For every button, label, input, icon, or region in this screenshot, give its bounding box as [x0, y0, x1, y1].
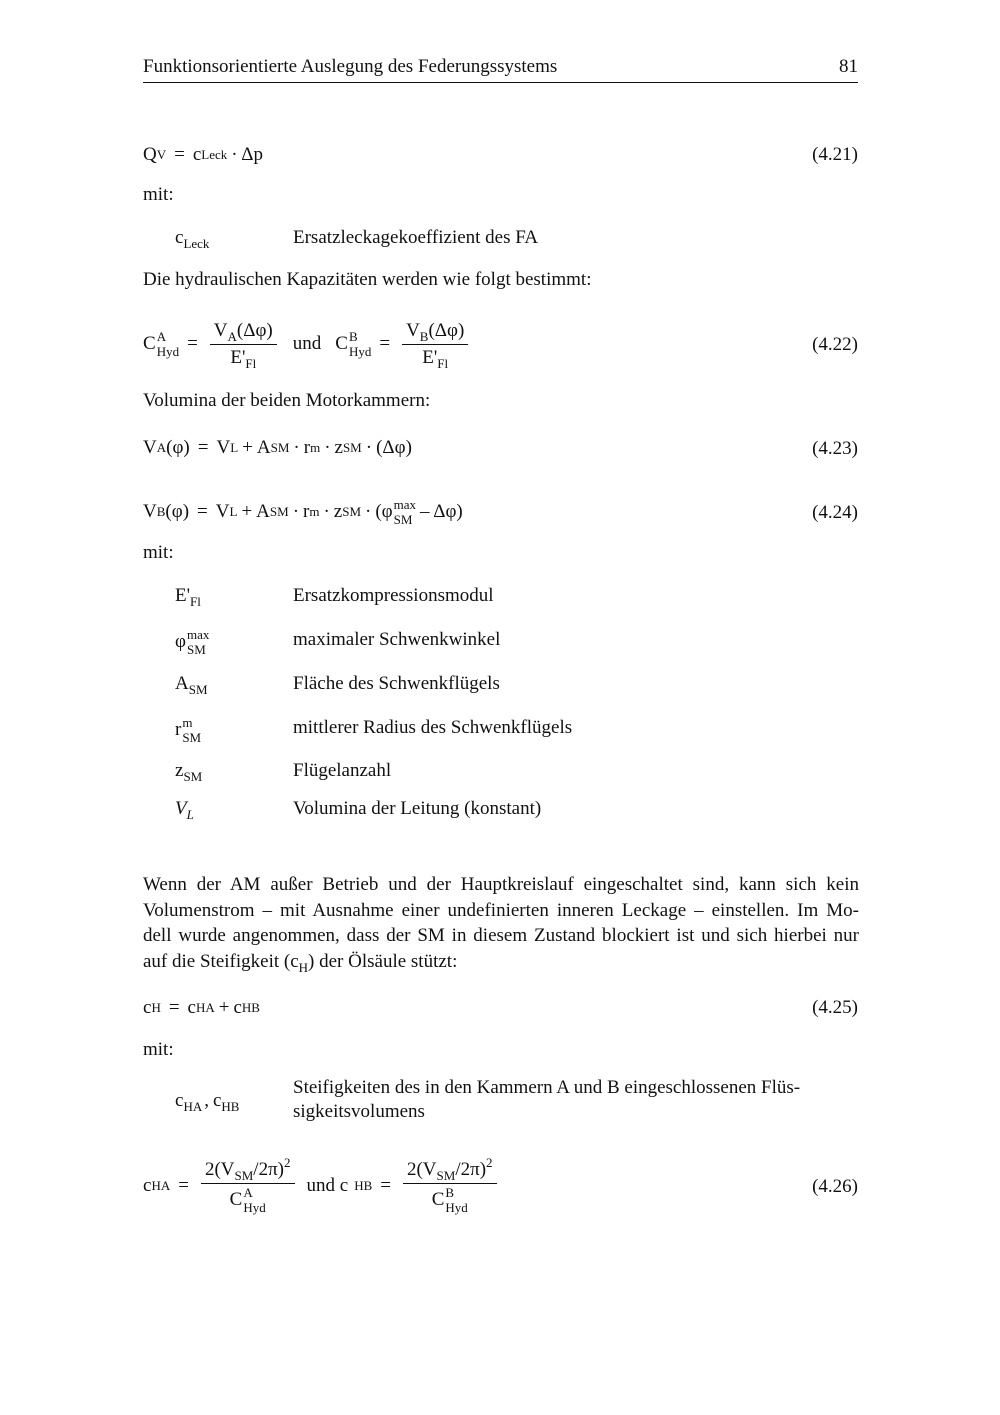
- eq-script-stack: [157, 330, 179, 358]
- def-script-stack: [187, 628, 209, 656]
- eq-symbol: V: [406, 319, 420, 341]
- def-symbol-text: c: [175, 227, 184, 248]
- eq-operator: ·: [323, 501, 330, 522]
- eq-subscript: Fl: [245, 355, 257, 371]
- def-separator: ,: [204, 1090, 209, 1111]
- equation-4-22: [143, 319, 472, 371]
- def-description: Flügelanzahl: [293, 760, 392, 781]
- eq-symbol: C: [335, 333, 348, 354]
- running-header-title: Funktionsorientierte Auslegung des Federungssystems: [143, 56, 558, 77]
- def-symbol-c-ha-hb: [175, 1090, 239, 1112]
- fraction-b: [402, 320, 468, 369]
- fraction-denominator: [428, 1184, 472, 1214]
- def-subscript: HA: [183, 1099, 203, 1114]
- eq-operator: +: [218, 997, 230, 1018]
- def-description: Ersatzkompressionsmodul: [293, 585, 494, 606]
- eq-operator: +: [241, 501, 253, 522]
- eq-operator: =: [379, 333, 391, 354]
- eq-operator: +: [242, 437, 253, 458]
- eq-symbol: z: [334, 437, 343, 458]
- eq-term: /2π): [253, 1158, 284, 1180]
- eq-symbol: c: [233, 997, 242, 1018]
- eq-conjunction: und c: [306, 1175, 349, 1196]
- eq-symbol: C: [143, 333, 156, 354]
- eq-subscript: Fl: [437, 355, 449, 371]
- eq-term: (φ): [165, 501, 190, 522]
- def-symbol-z-sm: [175, 760, 202, 782]
- mit-label: mit:: [143, 542, 174, 563]
- eq-script-stack: [243, 1186, 265, 1214]
- eq-operator: =: [174, 144, 185, 165]
- paragraph-line: dell wurde angenommen, dass der SM in diesem Zustand blockiert ist und sich hierbei nur: [143, 925, 859, 946]
- eq-symbol: V: [216, 437, 231, 458]
- body-paragraph: [143, 872, 859, 974]
- eq-operator: =: [187, 333, 198, 354]
- equation-4-24: V B (φ) = V L + A SM · r m · z SM · (φ max SM – Δφ): [143, 497, 463, 527]
- header-rule: [143, 82, 858, 83]
- fraction-denominator: [226, 345, 260, 369]
- def-symbol-a-sm: [175, 673, 208, 695]
- page-number: 81: [839, 56, 858, 77]
- fraction-denominator: [418, 345, 452, 369]
- eq-symbol: r: [303, 437, 311, 458]
- eq-operator: =: [197, 501, 208, 522]
- eq-operator: =: [380, 1175, 391, 1196]
- eq-symbol: c: [192, 144, 202, 165]
- eq-superscript: 2: [486, 1154, 493, 1170]
- fraction-denominator: [226, 1184, 270, 1214]
- eq-operator: ·: [365, 501, 372, 522]
- eq-superscript: B: [445, 1184, 455, 1200]
- eq-term: (φ: [375, 501, 393, 522]
- eq-operator: =: [178, 1175, 189, 1196]
- eq-superscript: A: [156, 329, 167, 344]
- eq-symbol: E': [422, 346, 438, 368]
- eq-subscript: B: [419, 328, 429, 344]
- eq-subscript: Hyd: [445, 1199, 468, 1215]
- equation-number-4-23: (4.23): [812, 438, 858, 459]
- def-description: maximaler Schwenkwinkel: [293, 629, 501, 650]
- def-description-line: sigkeitsvolumens: [293, 1101, 425, 1122]
- def-subscript: SM: [182, 730, 202, 745]
- paragraph-text: auf die Steifigkeit (c: [143, 950, 299, 972]
- def-symbol-phi-max: [175, 622, 209, 662]
- equation-4-25: c H = c HA + c HB: [143, 997, 260, 1018]
- mit-label: mit:: [143, 184, 174, 205]
- eq-operator: =: [168, 997, 180, 1018]
- def-description: [293, 1076, 800, 1124]
- eq-term: 2(V: [406, 1158, 437, 1180]
- def-description: Ersatzleckagekoeffizient des FA: [293, 227, 539, 248]
- def-subscript: Leck: [183, 236, 210, 251]
- eq-term: (φ): [166, 437, 190, 458]
- eq-operator: =: [197, 437, 209, 458]
- eq-term: – Δφ): [420, 501, 463, 522]
- paragraph-line: [143, 949, 859, 975]
- def-subscript: SM: [186, 642, 206, 657]
- eq-symbol: c: [143, 1175, 152, 1196]
- eq-symbol: V: [215, 501, 230, 522]
- eq-symbol: A: [256, 501, 270, 522]
- eq-subscript: Hyd: [156, 344, 180, 359]
- eq-script-stack: [445, 1186, 467, 1214]
- eq-script-stack: [349, 330, 371, 358]
- def-description: Fläche des Schwenkflügels: [293, 673, 500, 694]
- equation-4-23: V A (φ) = V L + A SM · r m · z SM · (Δφ): [143, 437, 412, 458]
- eq-script-stack: [394, 498, 416, 526]
- def-description: Volumina der Leitung (konstant): [293, 798, 542, 819]
- eq-symbol: Q: [143, 144, 157, 165]
- def-symbol-text: r: [175, 719, 182, 740]
- eq-symbol: r: [303, 501, 310, 522]
- fraction-c-ha: [201, 1154, 295, 1215]
- def-symbol-text: z: [175, 760, 184, 781]
- def-symbol-c-leck: [175, 227, 209, 249]
- def-subscript: SM: [183, 769, 203, 784]
- def-symbol-text: V: [175, 798, 187, 819]
- def-symbol-text: c: [212, 1090, 222, 1111]
- fraction-numerator: [402, 320, 468, 345]
- def-subscript: L: [186, 807, 194, 822]
- eq-term: (Δφ): [236, 319, 273, 341]
- eq-term: · Δp: [231, 144, 264, 165]
- paragraph-capacities: Die hydraulischen Kapazitäten werden wie folgt bestimmt:: [143, 269, 592, 290]
- def-superscript: max: [186, 627, 210, 642]
- eq-superscript: max: [393, 497, 417, 512]
- def-symbol-e-fl: [175, 585, 201, 607]
- def-subscript: Fl: [190, 594, 201, 609]
- fraction-numerator: [201, 1154, 295, 1184]
- equation-number-4-21: (4.21): [812, 144, 858, 165]
- equation-number-4-26: (4.26): [812, 1176, 858, 1197]
- eq-symbol: z: [333, 501, 343, 522]
- eq-operator: ·: [293, 437, 300, 458]
- paragraph-subscript: H: [298, 959, 309, 975]
- eq-term: (Δφ): [428, 319, 465, 341]
- equation-number-4-25: (4.25): [812, 997, 858, 1018]
- fraction-numerator: [403, 1154, 497, 1184]
- eq-symbol: V: [143, 501, 157, 522]
- paragraph-volumina: Volumina der beiden Motorkammern:: [143, 390, 431, 411]
- eq-symbol: V: [213, 319, 228, 341]
- eq-term: 2(V: [204, 1158, 235, 1180]
- paragraph-line: Wenn der AM außer Betrieb und der Hauptkreislauf eingeschaltet sind, kann sich kein: [143, 874, 859, 895]
- eq-subscript: Hyd: [348, 344, 372, 359]
- eq-subscript: SM: [234, 1167, 254, 1183]
- eq-subscript: SM: [436, 1167, 456, 1183]
- eq-conjunction: und: [292, 333, 322, 354]
- eq-operator: ·: [292, 501, 300, 522]
- eq-symbol: c: [143, 997, 152, 1018]
- def-symbol-text: c: [175, 1090, 184, 1111]
- eq-symbol: C: [431, 1188, 445, 1210]
- def-symbol-r-m-sm: [175, 710, 201, 750]
- eq-operator: ·: [365, 437, 373, 458]
- eq-superscript: A: [243, 1184, 253, 1200]
- paragraph-line: Volumenstrom – mit Ausnahme einer undefinierten inneren Leckage – einstellen. Im Mo-: [143, 899, 859, 921]
- def-symbol-text: φ: [175, 631, 186, 652]
- def-symbol-text: A: [175, 673, 189, 694]
- def-superscript: m: [182, 715, 193, 730]
- eq-operator: ·: [324, 437, 331, 458]
- eq-term: (Δφ): [376, 437, 412, 458]
- eq-symbol: A: [256, 437, 271, 458]
- paragraph-text: ) der Ölsäule stützt:: [308, 950, 458, 972]
- eq-symbol: V: [143, 437, 157, 458]
- eq-subscript: A: [227, 328, 237, 344]
- fraction-numerator: [210, 320, 277, 345]
- eq-subscript: SM: [393, 512, 413, 527]
- def-description: mittlerer Radius des Schwenkflügels: [293, 717, 573, 738]
- equation-4-26: c HA = $2(V_{SM}/2\pi)^2$ C A Hyd und c HB = $2(V_{SM}/2\pi)^2$ C B Hyd: [143, 1166, 501, 1206]
- fraction-a: [210, 320, 277, 369]
- eq-superscript: B: [348, 329, 358, 344]
- mit-label: mit:: [143, 1039, 174, 1060]
- def-description-line: Steifigkeiten des in den Kammern A und B eingeschlossenen Flüs-: [293, 1077, 801, 1098]
- eq-symbol: E': [230, 346, 246, 368]
- eq-subscript: Hyd: [243, 1199, 266, 1215]
- equation-4-21: Q V = c Leck · Δp: [143, 144, 264, 165]
- equation-number-4-24: (4.24): [812, 502, 858, 523]
- def-symbol-v-l: [175, 798, 194, 820]
- eq-symbol: C: [229, 1188, 243, 1210]
- def-symbol-text: E': [175, 585, 191, 606]
- equation-number-4-22: (4.22): [812, 334, 858, 355]
- def-subscript: HB: [221, 1099, 240, 1114]
- def-script-stack: [182, 716, 201, 744]
- def-subscript: SM: [188, 682, 208, 697]
- eq-superscript: 2: [284, 1154, 291, 1170]
- eq-term: /2π): [455, 1158, 487, 1180]
- fraction-c-hb: [403, 1154, 497, 1215]
- eq-symbol: c: [187, 997, 196, 1018]
